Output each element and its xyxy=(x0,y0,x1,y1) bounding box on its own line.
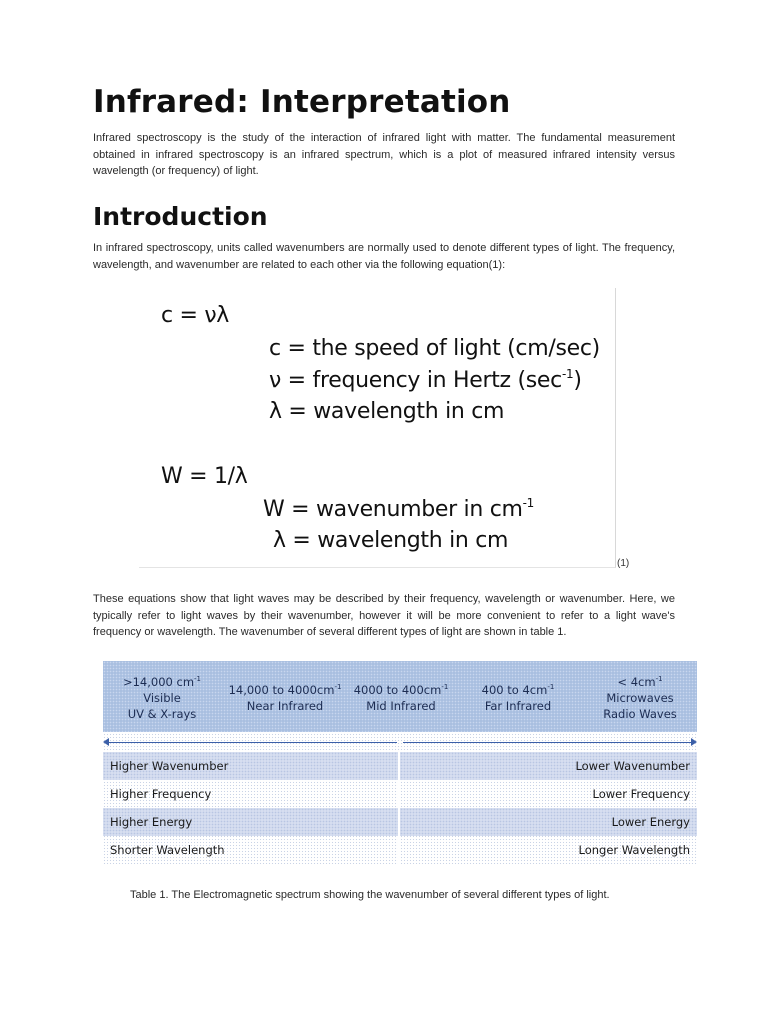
column-divider xyxy=(398,752,400,780)
equation-w-definition xyxy=(263,496,534,522)
band-range-exponent: -1 xyxy=(334,683,342,691)
table-caption: Table 1. The Electromagnetic spectrum showing the wavenumber of several different types of light. xyxy=(130,889,610,901)
band-range-exponent: -1 xyxy=(547,683,555,691)
row-left-label: Higher Frequency xyxy=(110,787,212,801)
table-row xyxy=(103,780,697,808)
equation-lambda-definition-2: λ = wavelength in cm xyxy=(273,528,509,553)
column-divider xyxy=(398,780,400,808)
equation-w-text: W = wavenumber in cm xyxy=(263,497,523,522)
band-range xyxy=(349,679,453,698)
row-right-label: Lower Energy xyxy=(611,815,690,829)
band-range xyxy=(221,679,349,698)
band-range-text: >14,000 cm xyxy=(122,675,195,689)
band-name: Visible xyxy=(143,691,181,705)
row-right-label: Lower Frequency xyxy=(592,787,690,801)
equation-nu-text: ν = frequency in Hertz (sec xyxy=(269,368,562,393)
column-divider xyxy=(398,808,400,836)
band-subname: Radio Waves xyxy=(603,707,677,721)
band-range-exponent: -1 xyxy=(655,675,663,683)
arrow-right-icon xyxy=(691,738,697,746)
band-name: Far Infrared xyxy=(484,699,552,713)
band-subname: UV & X-rays xyxy=(127,707,197,721)
equation-c-definition: c = the speed of light (cm/sec) xyxy=(269,336,600,361)
section-heading: Introduction xyxy=(93,202,268,231)
table-row xyxy=(103,752,697,780)
equations-paragraph: These equations show that light waves may be described by their frequency, wavelength or wavenumber. Here, we typically refer to light waves by their wavenumber, however it will be more convenient to refer to a light wave's frequency or wavelength. The wavenumber of several different types of light are shown in table 1. xyxy=(93,593,675,638)
intro-paragraph: Infrared spectroscopy is the study of the interaction of infrared light with matter. The fundamental measurement obtained in infrared spectroscopy is an infrared spectrum, which is a plot of measured infrared intensity versus wavelength (or frequency) of light. xyxy=(93,132,675,177)
equation-nu-exponent: -1 xyxy=(561,367,574,381)
band-range-text: < 4cm xyxy=(617,675,656,689)
table-row xyxy=(103,836,697,864)
band-header-row xyxy=(103,661,697,732)
table-row xyxy=(103,808,697,836)
equation-nu-close: ) xyxy=(573,368,582,393)
row-right-label: Longer Wavelength xyxy=(578,843,690,857)
arrow-right-line xyxy=(403,742,691,743)
arrow-left-line xyxy=(107,742,397,743)
spectrum-table xyxy=(103,661,697,864)
band-range-text: 14,000 to 4000cm xyxy=(228,683,335,697)
band-visible xyxy=(103,661,221,732)
column-divider xyxy=(398,836,400,864)
band-range-text: 400 to 4cm xyxy=(481,683,548,697)
equation-figure xyxy=(139,288,616,568)
band-range-exponent: -1 xyxy=(194,675,202,683)
page-title: Infrared: Interpretation xyxy=(93,84,511,120)
units-paragraph: In infrared spectroscopy, units called wavenumbers are normally used to denote different types of light. The frequency, wavelength, and wavenumber are related to each other via the following equation(1): xyxy=(93,242,675,271)
band-name: Near Infrared xyxy=(246,699,324,713)
band-microwaves xyxy=(583,661,697,732)
band-range xyxy=(103,671,221,690)
row-left-label: Higher Wavenumber xyxy=(110,759,229,773)
equation-lambda-definition: λ = wavelength in cm xyxy=(269,399,505,424)
row-left-label: Higher Energy xyxy=(110,815,193,829)
row-left-label: Shorter Wavelength xyxy=(110,843,225,857)
band-range xyxy=(453,679,583,698)
band-mid-infrared xyxy=(349,661,453,732)
equation-wavenumber: W = 1/λ xyxy=(161,464,248,489)
band-far-infrared xyxy=(453,661,583,732)
band-name: Mid Infrared xyxy=(366,699,436,713)
band-near-infrared xyxy=(221,661,349,732)
equation-nu-definition xyxy=(269,367,582,393)
equation-number: (1) xyxy=(617,558,630,569)
band-range-text: 4000 to 400cm xyxy=(353,683,442,697)
equation-w-exponent: -1 xyxy=(522,496,535,510)
band-name: Microwaves xyxy=(606,691,674,705)
band-range xyxy=(583,671,697,690)
band-range-exponent: -1 xyxy=(441,683,449,691)
row-right-label: Lower Wavenumber xyxy=(575,759,690,773)
equation-speed-of-light: c = νλ xyxy=(161,303,230,328)
